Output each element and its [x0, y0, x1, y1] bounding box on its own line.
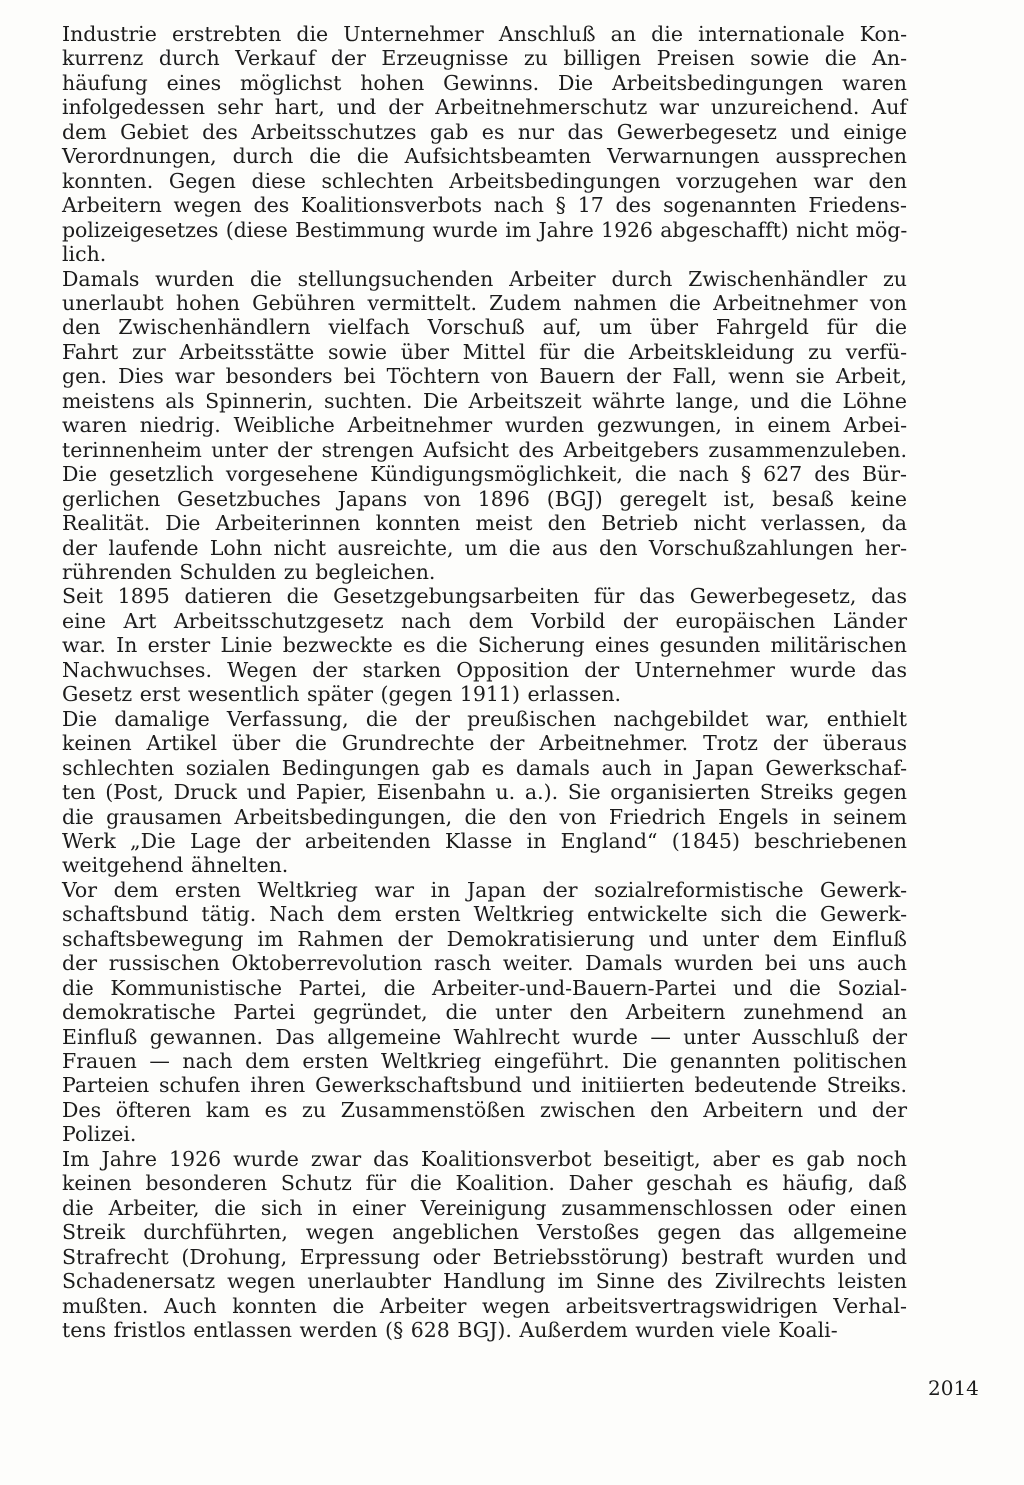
text-line: die Kommunistische Partei, die Arbeiter-und-Bauern-Partei und die Sozial-: [62, 975, 907, 1000]
text-line: schaftsbewegung im Rahmen der Demokratisierung und unter dem Einfluß: [62, 926, 907, 951]
text-line: infolgedessen sehr hart, und der Arbeitnehmerschutz war unzureichend. Auf: [62, 95, 907, 120]
text-line: Seit 1895 datieren die Gesetzgebungsarbeiten für das Gewerbegesetz, das: [62, 584, 907, 609]
text-line: Arbeitern wegen des Koalitionsverbots nach § 17 des sogenannten Friedens-: [62, 193, 907, 218]
text-line: polizeigesetzes (diese Bestimmung wurde im Jahre 1926 abgeschafft) nicht mög-: [62, 217, 908, 242]
text-line: die grausamen Arbeitsbedingungen, die den von Friedrich Engels in seinem: [62, 804, 907, 829]
text-line: gen. Dies war besonders bei Töchtern von Bauern der Fall, wenn sie Arbeit,: [62, 364, 907, 389]
text-line: ten (Post, Druck und Papier, Eisenbahn u. a.). Sie organisierten Streiks gegen: [62, 780, 907, 805]
text-line: Strafrecht (Drohung, Erpressung oder Betriebsstörung) bestraft wurden und: [62, 1244, 907, 1269]
text-line: Die damalige Verfassung, die der preußischen nachgebildet war, enthielt: [62, 706, 907, 731]
text-line: rührenden Schulden zu begleichen.: [62, 559, 436, 584]
text-line: terinnenheim unter der strengen Aufsicht des Arbeitgebers zusammenzuleben.: [62, 437, 907, 462]
text-line: Des öfteren kam es zu Zusammenstößen zwischen den Arbeitern und der: [62, 1097, 907, 1122]
body-text: [62, 22, 907, 1342]
text-line: schaftsbund tätig. Nach dem ersten Weltkrieg entwickelte sich die Gewerk-: [62, 902, 907, 927]
text-line: lich.: [62, 242, 107, 267]
text-line: Im Jahre 1926 wurde zwar das Koalitionsverbot beseitigt, aber es gab noch: [62, 1146, 907, 1171]
text-line: Industrie erstrebten die Unternehmer Anschluß an die internationale Kon-: [62, 22, 907, 46]
text-line: Werk „Die Lage der arbeitenden Klasse in England“ (1845) beschriebenen: [62, 828, 907, 853]
text-line: weitgehend ähnelten.: [62, 853, 289, 878]
text-line: waren niedrig. Weibliche Arbeitnehmer wurden gezwungen, in einem Arbei-: [62, 413, 907, 438]
text-line: häufung eines möglichst hohen Gewinns. Die Arbeitsbedingungen waren: [62, 70, 907, 95]
text-line: Streik durchführten, wegen angeblichen Verstoßes gegen das allgemeine: [62, 1220, 907, 1245]
text-line: Fahrt zur Arbeitsstätte sowie über Mittel für die Arbeitskleidung zu verfü-: [62, 339, 907, 364]
text-line: gerlichen Gesetzbuches Japans von 1896 (BGJ) geregelt ist, besaß keine: [62, 486, 907, 511]
text-line: Nachwuchses. Wegen der starken Opposition der Unternehmer wurde das: [62, 657, 907, 682]
text-line: meistens als Spinnerin, suchten. Die Arbeitszeit währte lange, und die Löhne: [62, 388, 907, 413]
text-line: den Zwischenhändlern vielfach Vorschuß auf, um über Fahrgeld für die: [62, 315, 907, 340]
text-line: mußten. Auch konnten die Arbeiter wegen arbeitsvertragswidrigen Verhal-: [62, 1293, 907, 1318]
text-line: Gesetz erst wesentlich später (gegen 1911) erlassen.: [62, 682, 622, 707]
text-line: tens fristlos entlassen werden (§ 628 BGJ). Außerdem wurden viele Koali-: [62, 1318, 838, 1343]
text-line: der laufende Lohn nicht ausreichte, um die aus den Vorschußzahlungen her-: [62, 535, 907, 560]
text-line: schlechten sozialen Bedingungen gab es damals auch in Japan Gewerkschaf-: [62, 755, 907, 780]
text-line: unerlaubt hohen Gebühren vermittelt. Zudem nahmen die Arbeitnehmer von: [62, 290, 907, 315]
text-line: keinen Artikel über die Grundrechte der Arbeitnehmer. Trotz der überaus: [62, 731, 907, 756]
paragraph: [62, 878, 907, 1147]
text-line: Einfluß gewannen. Das allgemeine Wahlrecht wurde — unter Ausschluß der: [62, 1024, 907, 1049]
text-line: Realität. Die Arbeiterinnen konnten meist den Betrieb nicht verlassen, da: [62, 511, 907, 536]
text-line: Frauen — nach dem ersten Weltkrieg eingeführt. Die genannten politischen: [62, 1049, 907, 1074]
text-line: die Arbeiter, die sich in einer Vereinigung zusammenschlossen oder einen: [62, 1195, 907, 1220]
text-line: demokratische Partei gegründet, die unter den Arbeitern zunehmend an: [62, 1000, 907, 1025]
text-line: kurrenz durch Verkauf der Erzeugnisse zu billigen Preisen sowie die An-: [62, 46, 907, 71]
text-line: Schadenersatz wegen unerlaubter Handlung im Sinne des Zivilrechts leisten: [62, 1269, 907, 1294]
text-line: war. In erster Linie bezweckte es die Sicherung eines gesunden militärischen: [62, 633, 907, 658]
text-line: konnten. Gegen diese schlechten Arbeitsbedingungen vorzugehen war den: [62, 168, 907, 193]
text-line: Parteien schufen ihren Gewerkschaftsbund und initiierten bedeutende Streiks.: [62, 1073, 907, 1098]
paragraph: [62, 707, 907, 878]
paragraph: [62, 22, 907, 267]
paragraph: [62, 584, 907, 706]
paragraph: [62, 1147, 907, 1343]
text-line: der russischen Oktoberrevolution rasch weiter. Damals wurden bei uns auch: [62, 951, 907, 976]
page-number: 2014: [928, 1376, 979, 1400]
text-line: dem Gebiet des Arbeitsschutzes gab es nur das Gewerbegesetz und einige: [62, 119, 907, 144]
text-line: eine Art Arbeitsschutzgesetz nach dem Vorbild der europäischen Länder: [62, 608, 907, 633]
paragraph: [62, 267, 907, 585]
text-line: keinen besonderen Schutz für die Koalition. Daher geschah es häufig, daß: [62, 1171, 907, 1196]
text-line: Die gesetzlich vorgesehene Kündigungsmöglichkeit, die nach § 627 des Bür-: [62, 462, 907, 487]
text-line: Damals wurden die stellungsuchenden Arbeiter durch Zwischenhändler zu: [62, 266, 907, 291]
text-line: Verordnungen, durch die die Aufsichtsbeamten Verwarnungen aussprechen: [62, 144, 907, 169]
text-line: Polizei.: [62, 1122, 137, 1147]
text-line: Vor dem ersten Weltkrieg war in Japan der sozialreformistische Gewerk-: [62, 877, 907, 902]
